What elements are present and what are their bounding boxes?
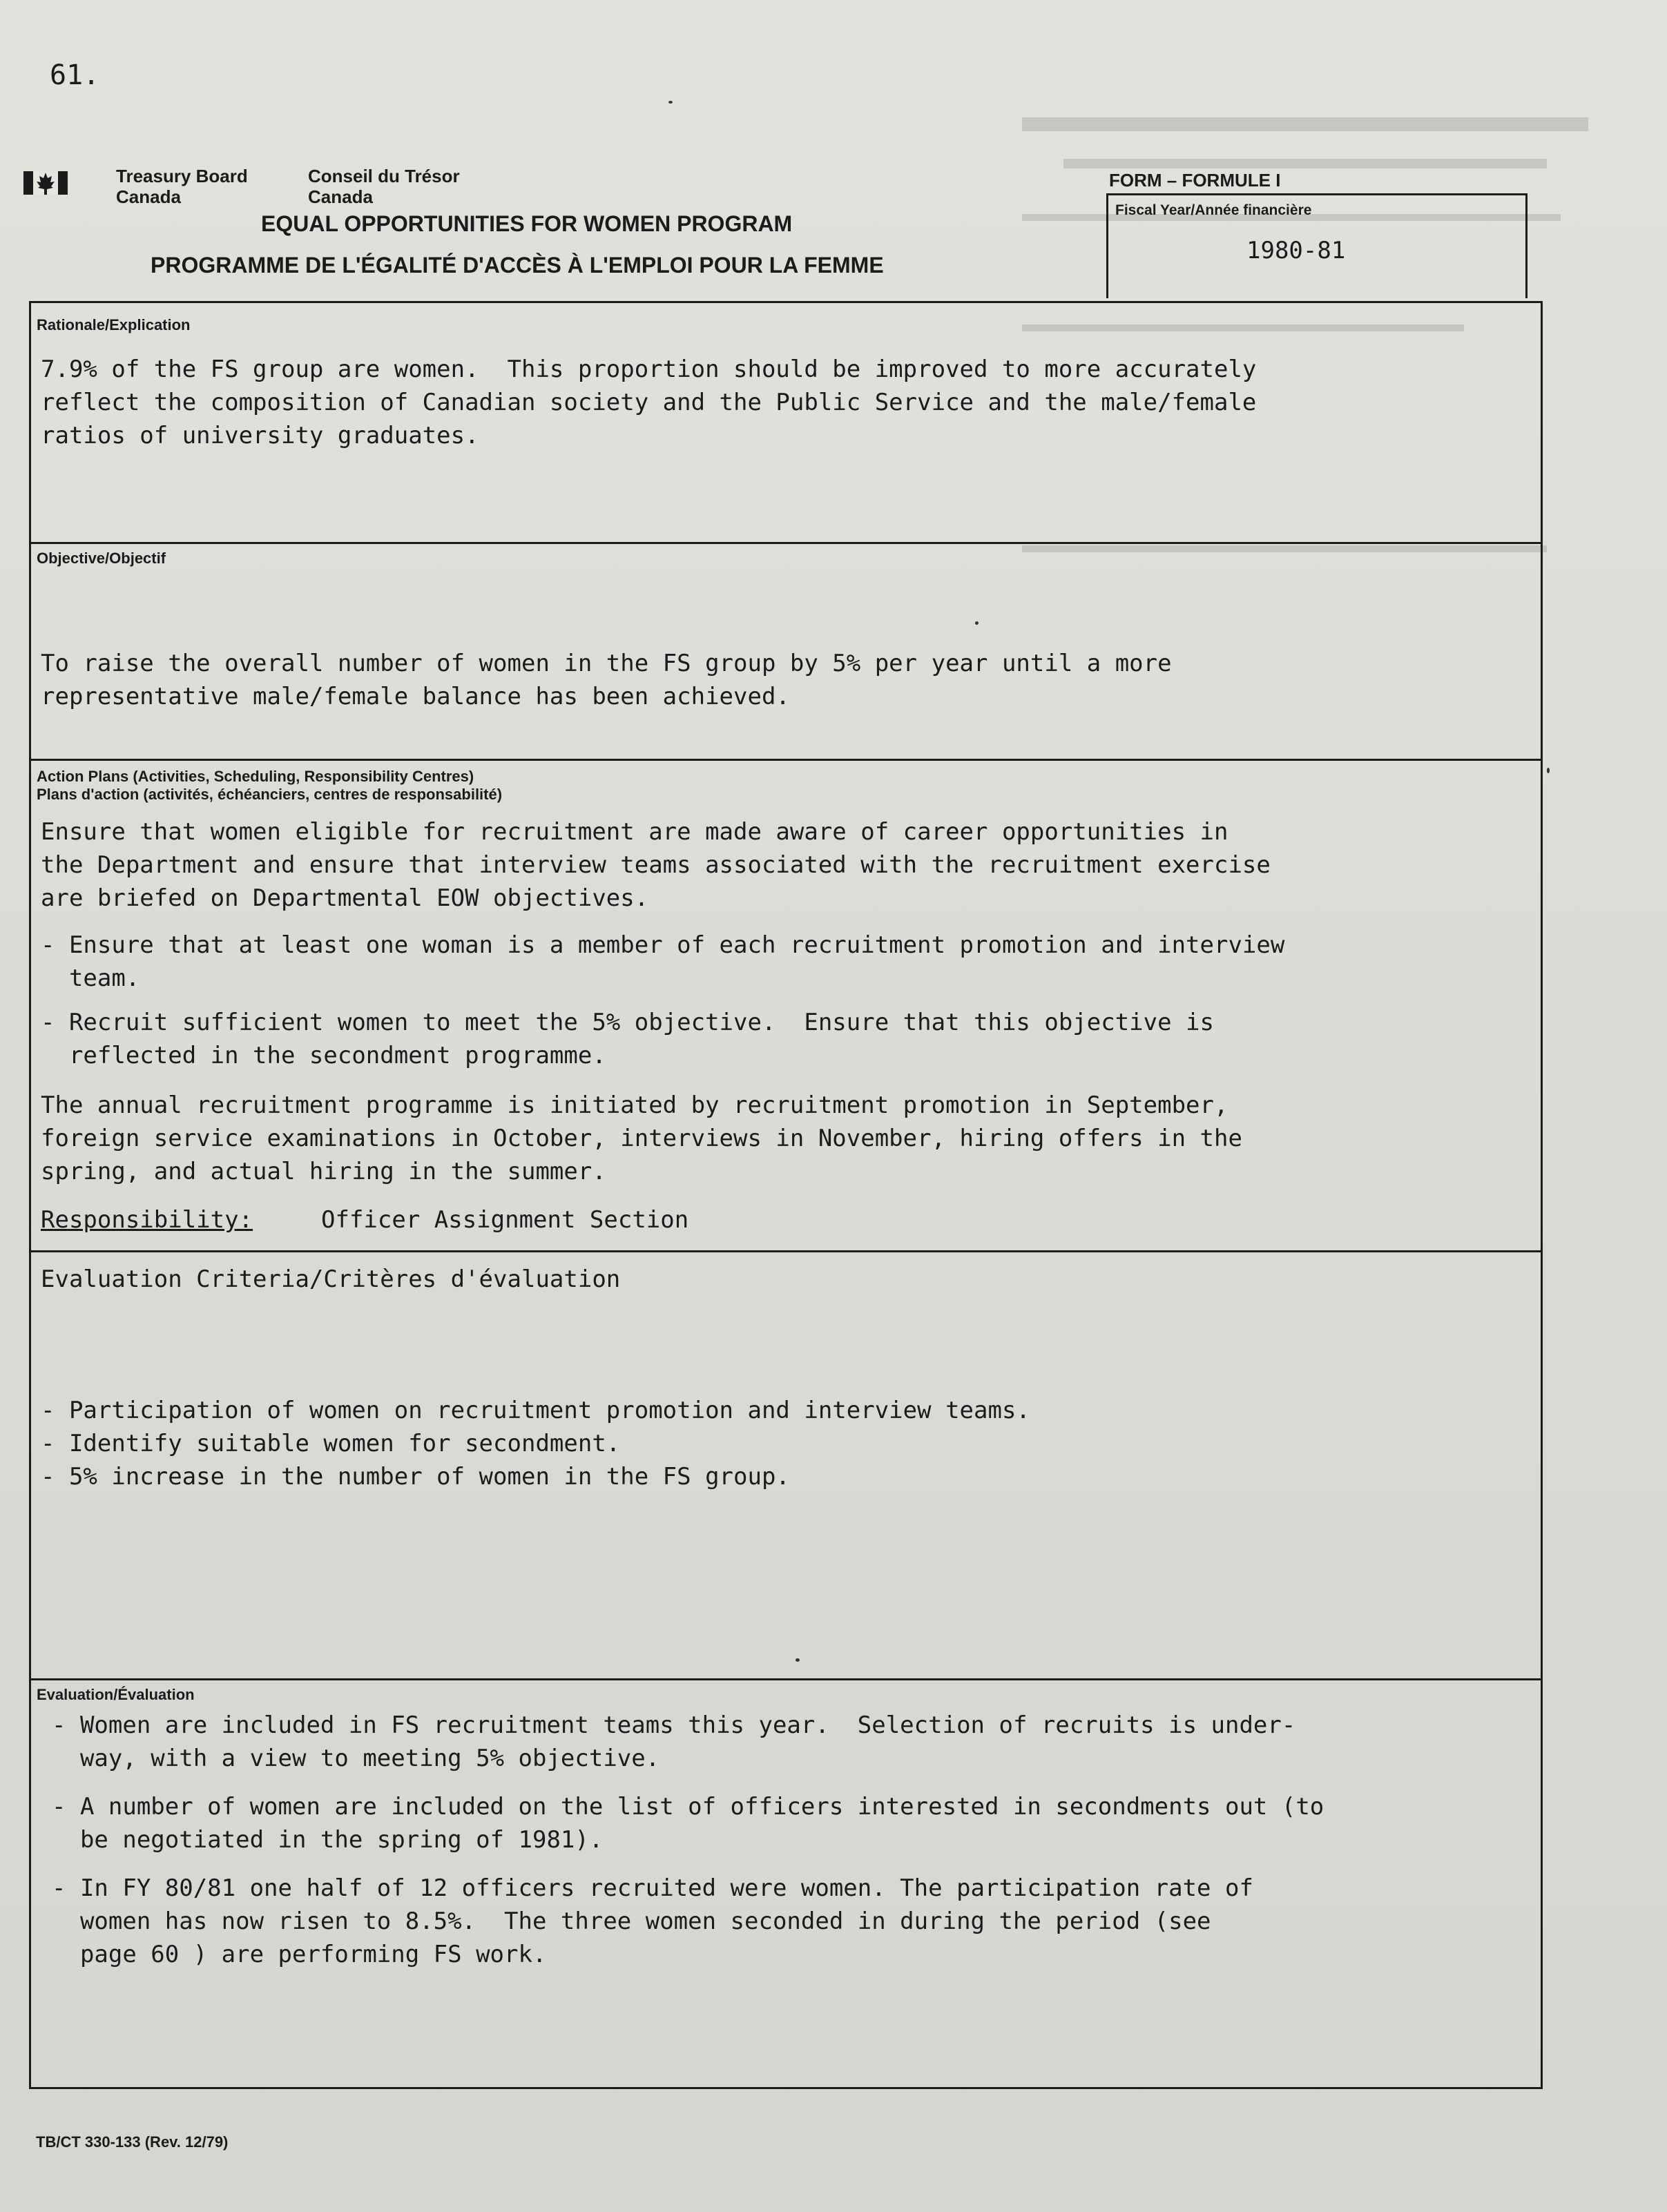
- responsibility-value: Officer Assignment Section: [321, 1206, 689, 1234]
- fiscal-year-label: Fiscal Year/Année financière: [1115, 202, 1312, 218]
- agency-name-fr: Conseil du Trésor: [308, 166, 460, 186]
- agency-name-en: Treasury Board: [116, 166, 248, 186]
- page-number: 61.: [50, 59, 100, 91]
- scan-speck: [668, 101, 673, 104]
- objective-label: Objective/Objectif: [37, 550, 166, 567]
- evaluation-item-2-line-1: - A number of women are included on the list of officers interested in secondments out (to: [52, 1793, 1324, 1821]
- section-divider: [31, 1250, 1541, 1252]
- canada-flag-logo: [23, 167, 79, 199]
- rationale-line-2: reflect the composition of Canadian society and the Public Service and the male/female: [41, 389, 1257, 416]
- criteria-item-2: - Identify suitable women for secondment.: [41, 1430, 621, 1457]
- scan-speck: [796, 1658, 800, 1662]
- rationale-line-3: ratios of university graduates.: [41, 422, 479, 449]
- form-label: FORM – FORMULE I: [1109, 170, 1281, 191]
- objective-line-2: representative male/female balance has been achieved.: [41, 683, 790, 710]
- criteria-item-1: - Participation of women on recruitment promotion and interview teams.: [41, 1397, 1030, 1424]
- evaluation-item-3-line-2: women has now risen to 8.5%. The three women seconded in during the period (see: [52, 1908, 1211, 1935]
- form-frame: [29, 301, 1543, 2089]
- program-title-fr: PROGRAMME DE L'ÉGALITÉ D'ACCÈS À L'EMPLOI POUR LA FEMME: [151, 253, 884, 278]
- fiscal-year-value: 1980-81: [1246, 237, 1346, 264]
- evaluation-item-3-line-1: - In FY 80/81 one half of 12 officers recruited were women. The participation rate of: [52, 1874, 1253, 1902]
- section-divider: [31, 759, 1541, 761]
- evaluation-item-1-line-1: - Women are included in FS recruitment teams this year. Selection of recruits is under-: [52, 1711, 1296, 1739]
- section-divider: [31, 542, 1541, 544]
- schedule-line-1: The annual recruitment programme is initiated by recruitment promotion in September,: [41, 1092, 1228, 1119]
- section-divider: [31, 1678, 1541, 1680]
- evaluation-criteria-title: Evaluation Criteria/Critères d'évaluation: [41, 1265, 621, 1293]
- evaluation-item-3-line-3: page 60 ) are performing FS work.: [52, 1941, 547, 1968]
- rationale-line-1: 7.9% of the FS group are women. This proportion should be improved to more accurately: [41, 356, 1257, 383]
- evaluation-label: Evaluation/Évaluation: [37, 1686, 195, 1703]
- program-title-en: EQUAL OPPORTUNITIES FOR WOMEN PROGRAM: [261, 211, 793, 236]
- schedule-line-2: foreign service examinations in October, interviews in November, hiring offers in the: [41, 1125, 1242, 1152]
- evaluation-item-1-line-2: way, with a view to meeting 5% objective.: [52, 1745, 660, 1772]
- schedule-line-3: spring, and actual hiring in the summer.: [41, 1158, 606, 1185]
- action-intro-line-1: Ensure that women eligible for recruitment are made aware of career opportunities in: [41, 818, 1228, 846]
- form-number: TB/CT 330-133 (Rev. 12/79): [36, 2133, 229, 2151]
- fiscal-year-box: [1106, 193, 1528, 298]
- action-plans-label-fr: Plans d'action (activités, échéanciers, centres de responsabilité): [37, 786, 503, 803]
- action-bullet-1-line-1: - Ensure that at least one woman is a member of each recruitment promotion and interview: [41, 931, 1285, 959]
- action-intro-line-2: the Department and ensure that interview teams associated with the recruitment exercise: [41, 851, 1271, 879]
- action-bullet-2-line-1: - Recruit sufficient women to meet the 5% objective. Ensure that this objective is: [41, 1009, 1214, 1036]
- scan-speck: [975, 621, 979, 625]
- scan-speck: [1547, 768, 1550, 773]
- country-en: Canada: [116, 186, 181, 207]
- country-fr: Canada: [308, 186, 373, 207]
- evaluation-item-2-line-2: be negotiated in the spring of 1981).: [52, 1826, 604, 1854]
- criteria-item-3: - 5% increase in the number of women in the FS group.: [41, 1463, 790, 1491]
- action-plans-label-en: Action Plans (Activities, Scheduling, Responsibility Centres): [37, 768, 474, 785]
- rationale-label: Rationale/Explication: [37, 316, 191, 333]
- action-bullet-1-line-2: team.: [41, 964, 140, 992]
- action-intro-line-3: are briefed on Departmental EOW objectives.: [41, 884, 649, 912]
- objective-line-1: To raise the overall number of women in the FS group by 5% per year until a more: [41, 650, 1172, 677]
- action-bullet-2-line-2: reflected in the secondment programme.: [41, 1042, 606, 1069]
- responsibility-label: Responsibility:: [41, 1206, 253, 1234]
